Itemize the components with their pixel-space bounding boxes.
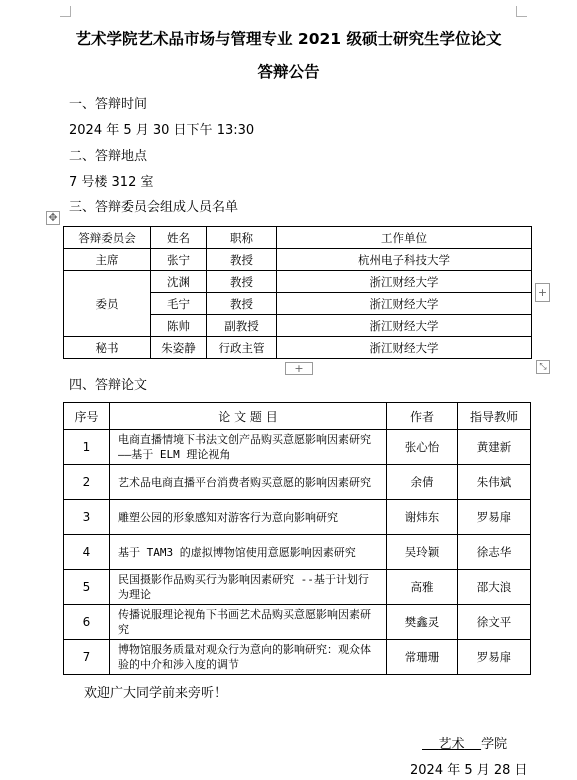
unit-cell: 浙江财经大学 bbox=[277, 315, 532, 337]
signature-department bbox=[422, 733, 507, 752]
title-cell: 艺术品电商直播平台消费者购买意愿的影响因素研究 bbox=[110, 465, 387, 500]
papers-table bbox=[63, 402, 531, 675]
table-row bbox=[64, 249, 532, 271]
margin-corner-mark bbox=[516, 6, 527, 17]
number-cell: 6 bbox=[64, 605, 110, 640]
number-cell: 2 bbox=[64, 465, 110, 500]
advisor-cell: 徐文平 bbox=[458, 605, 531, 640]
column-header: 论 文 题 目 bbox=[110, 403, 387, 430]
table-header-row bbox=[64, 403, 531, 430]
role-cell: 委员 bbox=[64, 271, 151, 337]
author-cell: 谢炜东 bbox=[387, 500, 458, 535]
table-row bbox=[64, 337, 532, 359]
title-cell: 电商直播情境下书法文创产品购买意愿影响因素研究 ——基于 ELM 理论视角 bbox=[110, 430, 387, 465]
announcement-title-line1: 艺术学院艺术品市场与管理专业 2021 级硕士研究生学位论文 bbox=[75, 30, 502, 48]
title-cell: 传播说服理论视角下书画艺术品购买意愿影响因素研究 bbox=[110, 605, 387, 640]
author-cell: 吴玲颖 bbox=[387, 535, 458, 570]
column-header: 职称 bbox=[207, 227, 277, 249]
rank-cell: 行政主管 bbox=[207, 337, 277, 359]
table-row bbox=[64, 640, 531, 675]
advisor-cell: 朱伟斌 bbox=[458, 465, 531, 500]
column-header: 指导教师 bbox=[458, 403, 531, 430]
title-cell: 基于 TAM3 的虚拟博物馆使用意愿影响因素研究 bbox=[110, 535, 387, 570]
department-suffix: 学院 bbox=[481, 737, 508, 752]
author-cell: 常珊珊 bbox=[387, 640, 458, 675]
place-value: 7 号楼 312 室 bbox=[69, 175, 154, 190]
name-cell: 沈渊 bbox=[151, 271, 207, 293]
title-cell: 民国摄影作品购买行为影响因素研究 --基于计划行为理论 bbox=[110, 570, 387, 605]
unit-cell: 浙江财经大学 bbox=[277, 293, 532, 315]
rank-cell: 教授 bbox=[207, 271, 277, 293]
signature-date: 2024 年 5 月 28 日 bbox=[410, 763, 528, 778]
rank-cell: 教授 bbox=[207, 249, 277, 271]
author-cell: 高雅 bbox=[387, 570, 458, 605]
add-row-plus-icon[interactable]: + bbox=[285, 362, 313, 375]
column-header: 答辩委员会 bbox=[64, 227, 151, 249]
time-value: 2024 年 5 月 30 日下午 13:30 bbox=[69, 123, 255, 138]
papers-heading: 四、答辩论文 bbox=[69, 378, 148, 393]
advisor-cell: 邵大浪 bbox=[458, 570, 531, 605]
add-column-plus-icon[interactable]: + bbox=[535, 283, 550, 302]
committee-table bbox=[63, 226, 532, 359]
column-header: 序号 bbox=[64, 403, 110, 430]
committee-heading: 三、答辩委员会组成人员名单 bbox=[69, 200, 239, 215]
unit-cell: 杭州电子科技大学 bbox=[277, 249, 532, 271]
advisor-cell: 罗易扉 bbox=[458, 640, 531, 675]
column-header: 工作单位 bbox=[277, 227, 532, 249]
place-heading: 二、答辩地点 bbox=[69, 149, 148, 164]
table-header-row bbox=[64, 227, 532, 249]
title-cell: 雕塑公园的形象感知对游客行为意向影响研究 bbox=[110, 500, 387, 535]
role-cell: 秘书 bbox=[64, 337, 151, 359]
role-cell: 主席 bbox=[64, 249, 151, 271]
table-row bbox=[64, 500, 531, 535]
table-row bbox=[64, 535, 531, 570]
rank-cell: 副教授 bbox=[207, 315, 277, 337]
table-move-icon[interactable]: ✥ bbox=[46, 211, 60, 225]
advisor-cell: 黄建新 bbox=[458, 430, 531, 465]
title-cell: 博物馆服务质量对观众行为意向的影响研究：观众体验的中介和涉入度的调节 bbox=[110, 640, 387, 675]
number-cell: 7 bbox=[64, 640, 110, 675]
name-cell: 毛宁 bbox=[151, 293, 207, 315]
department-fill: 艺术 bbox=[438, 737, 465, 752]
rank-cell: 教授 bbox=[207, 293, 277, 315]
table-row bbox=[64, 465, 531, 500]
name-cell: 陈帅 bbox=[151, 315, 207, 337]
number-cell: 5 bbox=[64, 570, 110, 605]
unit-cell: 浙江财经大学 bbox=[277, 271, 532, 293]
welcome-text: 欢迎广大同学前来旁听！ bbox=[84, 686, 228, 701]
advisor-cell: 罗易扉 bbox=[458, 500, 531, 535]
table-row bbox=[64, 605, 531, 640]
table-row bbox=[64, 271, 532, 293]
margin-corner-mark bbox=[60, 6, 71, 17]
author-cell: 张心怡 bbox=[387, 430, 458, 465]
table-row bbox=[64, 570, 531, 605]
name-cell: 张宁 bbox=[151, 249, 207, 271]
unit-cell: 浙江财经大学 bbox=[277, 337, 532, 359]
number-cell: 3 bbox=[64, 500, 110, 535]
number-cell: 4 bbox=[64, 535, 110, 570]
column-header: 姓名 bbox=[151, 227, 207, 249]
table-row bbox=[64, 430, 531, 465]
table-resize-icon[interactable]: ⤡ bbox=[536, 360, 550, 374]
time-heading: 一、答辩时间 bbox=[69, 97, 148, 112]
number-cell: 1 bbox=[64, 430, 110, 465]
announcement-title-line2: 答辩公告 bbox=[257, 63, 320, 81]
author-cell: 余倩 bbox=[387, 465, 458, 500]
author-cell: 樊鑫灵 bbox=[387, 605, 458, 640]
advisor-cell: 徐志华 bbox=[458, 535, 531, 570]
column-header: 作者 bbox=[387, 403, 458, 430]
name-cell: 朱姿静 bbox=[151, 337, 207, 359]
